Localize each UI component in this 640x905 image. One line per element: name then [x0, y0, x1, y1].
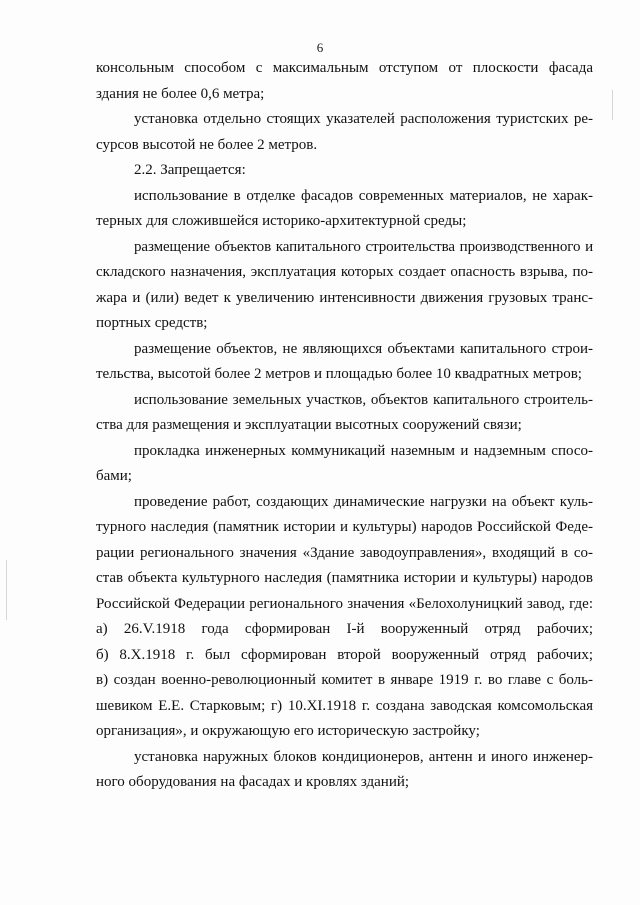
text-line: проведение работ, создающих динамические нагрузки на объект куль-: [134, 493, 593, 510]
text-line: став объекта культурного наследия (памятника истории и культуры) народов: [96, 570, 593, 586]
body-text: [96, 56, 593, 796]
text-line: жара и (или) ведет к увеличению интенсивности движения грузовых транс-: [96, 289, 593, 306]
text-line: складского назначения, эксплуатация которых создает опасность взрыва, по-: [96, 264, 593, 280]
text-line: прокладка инженерных коммуникаций наземным и надземным спосо-: [134, 442, 593, 459]
text-line: Российской Федерации регионального значения «Белохолуницкий завод, где:: [96, 595, 593, 612]
text-line: турного наследия (памятник истории и культуры) народов Российской Феде-: [96, 519, 593, 535]
text-line: рации регионального значения «Здание заводоуправления», входящий в со-: [96, 544, 593, 561]
text-line: установка отдельно стоящих указателей расположения туристских ре-: [134, 111, 593, 127]
text-line: ного оборудования на фасадах и кровлях зданий;: [96, 774, 410, 790]
text-line: бами;: [96, 468, 132, 484]
scan-artifact: [612, 90, 613, 120]
text-line: здания не более 0,6 метра;: [96, 85, 265, 102]
text-line: использование земельных участков, объектов капитального строитель-: [134, 391, 593, 408]
text-line: портных средств;: [96, 315, 208, 331]
text-line: в) создан военно-революционный комитет в январе 1919 г. во главе с боль-: [96, 672, 593, 688]
text-line: 2.2. Запрещается:: [134, 162, 246, 178]
text-line: терных для сложившейся историко-архитектурной среды;: [96, 213, 467, 229]
page-number: 6: [316, 40, 324, 55]
text-line: организация», и окружающую его историческую застройку;: [96, 723, 480, 739]
text-line: а) 26.V.1918 года сформирован I-й вооруженный отряд рабочих;: [96, 621, 593, 637]
text-line: размещение объектов капитального строительства производственного и: [134, 238, 593, 255]
text-line: размещение объектов, не являющихся объектами капитального строи-: [134, 340, 593, 357]
text-line: б) 8.X.1918 г. был сформирован второй вооруженный отряд рабочих;: [96, 646, 593, 663]
text-line: консольным способом с максимальным отступом от плоскости фасада: [96, 60, 593, 76]
scan-artifact: [6, 560, 7, 620]
text-line: сурсов высотой не более 2 метров.: [96, 136, 318, 153]
text-line: тельства, высотой более 2 метров и площадью более 10 квадратных метров;: [96, 366, 582, 382]
text-line: установка наружных блоков кондиционеров, антенн и иного инженер-: [134, 748, 593, 765]
text-line: использование в отделке фасадов современных материалов, не харак-: [134, 187, 593, 204]
text-line: шевиком Е.Е. Старковым; г) 10.XI.1918 г. создана заводская комсомольская: [96, 697, 593, 714]
text-line: ства для размещения и эксплуатации высотных сооружений связи;: [96, 417, 522, 433]
